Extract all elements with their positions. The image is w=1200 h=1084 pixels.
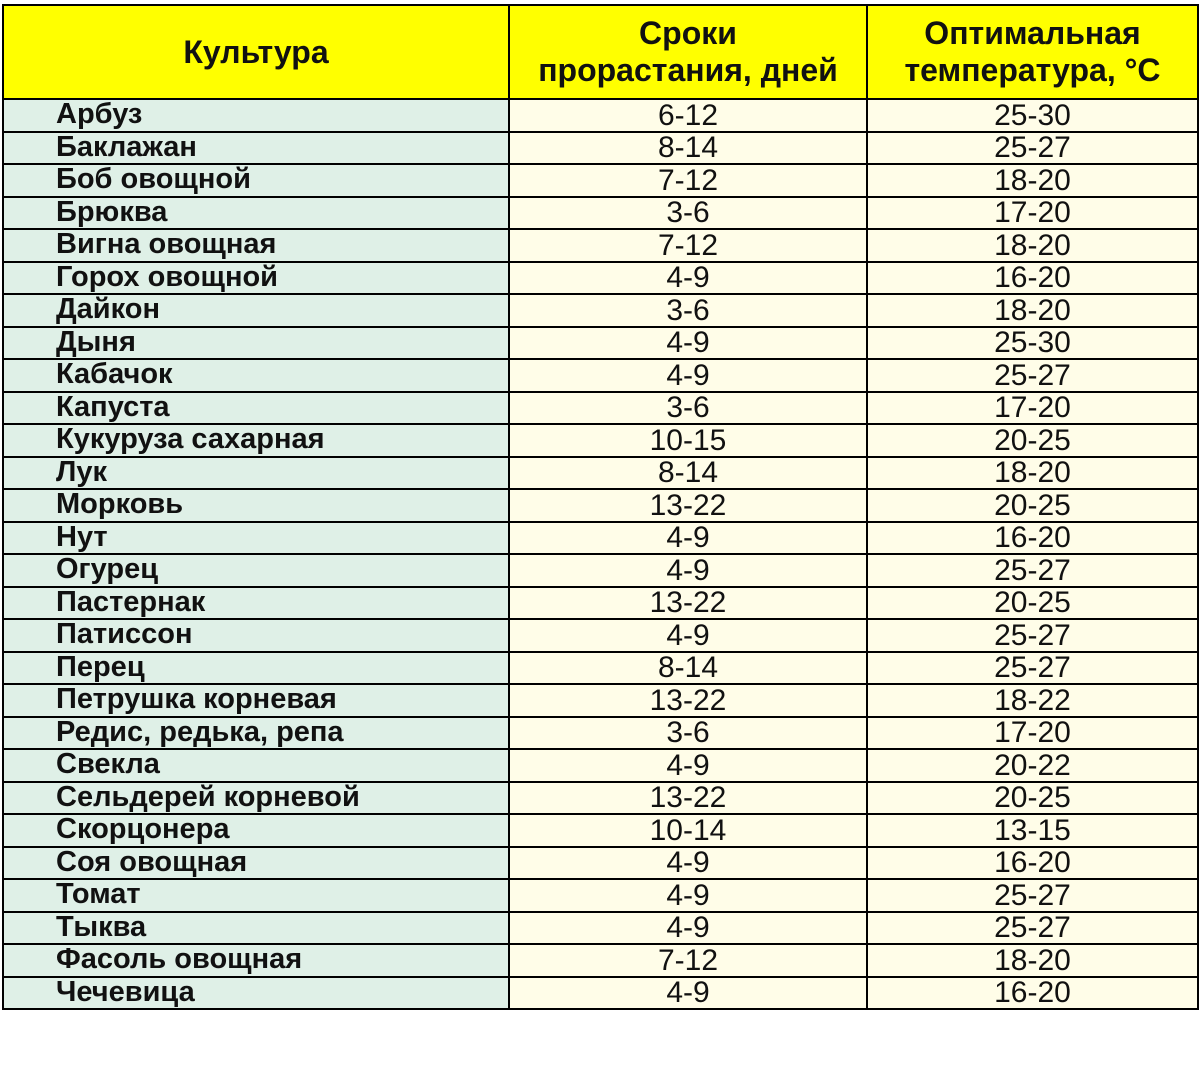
header-temp-line1: Оптимальная [924,15,1141,51]
table-row [3,587,1198,620]
table-body [3,99,1198,1009]
germination-days-cell: 4-9 [509,977,867,1010]
optimal-temperature-cell: 20-25 [867,424,1198,457]
germination-days-cell: 4-9 [509,619,867,652]
crop-name-cell: Пастернак [3,587,509,620]
header-days [509,5,867,99]
germination-days-cell: 4-9 [509,749,867,782]
germination-days-cell: 13-22 [509,587,867,620]
table-row [3,944,1198,977]
germination-days-cell: 7-12 [509,944,867,977]
optimal-temperature-cell: 25-27 [867,652,1198,685]
crop-name-cell: Баклажан [3,132,509,165]
optimal-temperature-cell: 25-27 [867,619,1198,652]
germination-days-cell: 8-14 [509,132,867,165]
crop-name-cell: Капуста [3,392,509,425]
table-row [3,814,1198,847]
germination-days-cell: 4-9 [509,522,867,555]
germination-days-cell: 13-22 [509,684,867,717]
table-row [3,879,1198,912]
crop-name-cell: Соя овощная [3,847,509,880]
optimal-temperature-cell: 18-22 [867,684,1198,717]
table-row [3,684,1198,717]
header-temp [867,5,1198,99]
germination-days-cell: 3-6 [509,392,867,425]
crop-name-cell: Скорцонера [3,814,509,847]
header-crop-label: Культура [183,33,329,70]
germination-days-cell: 4-9 [509,327,867,360]
crop-name-cell: Нут [3,522,509,555]
table-row [3,652,1198,685]
optimal-temperature-cell: 20-25 [867,587,1198,620]
optimal-temperature-cell: 25-30 [867,327,1198,360]
crop-name-cell: Дайкон [3,294,509,327]
crop-name-cell: Брюква [3,197,509,230]
germination-days-cell: 4-9 [509,912,867,945]
optimal-temperature-cell: 17-20 [867,197,1198,230]
germination-days-cell: 7-12 [509,229,867,262]
crop-name-cell: Морковь [3,489,509,522]
germination-days-cell: 6-12 [509,99,867,132]
optimal-temperature-cell: 25-27 [867,554,1198,587]
table-row [3,132,1198,165]
optimal-temperature-cell: 25-30 [867,99,1198,132]
germination-days-cell: 4-9 [509,359,867,392]
optimal-temperature-cell: 16-20 [867,262,1198,295]
header-crop [3,5,509,99]
table-row [3,782,1198,815]
table-row [3,717,1198,750]
table-row [3,522,1198,555]
crop-name-cell: Кабачок [3,359,509,392]
table-row [3,359,1198,392]
optimal-temperature-cell: 18-20 [867,229,1198,262]
table-row [3,99,1198,132]
crop-name-cell: Перец [3,652,509,685]
table-row [3,197,1198,230]
germination-days-cell: 4-9 [509,262,867,295]
optimal-temperature-cell: 25-27 [867,912,1198,945]
crop-name-cell: Томат [3,879,509,912]
optimal-temperature-cell: 18-20 [867,944,1198,977]
table-row [3,554,1198,587]
table-row [3,619,1198,652]
optimal-temperature-cell: 17-20 [867,717,1198,750]
crop-name-cell: Огурец [3,554,509,587]
table-row [3,164,1198,197]
table-row [3,294,1198,327]
germination-days-cell: 10-15 [509,424,867,457]
crop-name-cell: Петрушка корневая [3,684,509,717]
crop-name-cell: Кукуруза сахарная [3,424,509,457]
optimal-temperature-cell: 18-20 [867,457,1198,490]
optimal-temperature-cell: 18-20 [867,164,1198,197]
optimal-temperature-cell: 16-20 [867,847,1198,880]
table-row [3,457,1198,490]
optimal-temperature-cell: 17-20 [867,392,1198,425]
table-row [3,912,1198,945]
germination-days-cell: 4-9 [509,554,867,587]
crop-name-cell: Дыня [3,327,509,360]
germination-days-cell: 3-6 [509,294,867,327]
optimal-temperature-cell: 16-20 [867,977,1198,1010]
optimal-temperature-cell: 16-20 [867,522,1198,555]
germination-days-cell: 3-6 [509,717,867,750]
header-temp-line2: температура, °С [904,52,1161,88]
crop-name-cell: Чечевица [3,977,509,1010]
crop-name-cell: Свекла [3,749,509,782]
table-row [3,392,1198,425]
crop-name-cell: Горох овощной [3,262,509,295]
optimal-temperature-cell: 20-25 [867,782,1198,815]
germination-days-cell: 8-14 [509,652,867,685]
crop-name-cell: Тыква [3,912,509,945]
crop-name-cell: Патиссон [3,619,509,652]
table-row [3,489,1198,522]
optimal-temperature-cell: 20-25 [867,489,1198,522]
optimal-temperature-cell: 25-27 [867,359,1198,392]
crop-name-cell: Арбуз [3,99,509,132]
optimal-temperature-cell: 13-15 [867,814,1198,847]
germination-days-cell: 4-9 [509,879,867,912]
germination-table [2,4,1199,1010]
table-header-row [3,5,1198,99]
table-row [3,424,1198,457]
crop-name-cell: Редис, редька, репа [3,717,509,750]
table-row [3,977,1198,1010]
crop-name-cell: Вигна овощная [3,229,509,262]
table-row [3,262,1198,295]
table-row [3,327,1198,360]
table-row [3,229,1198,262]
crop-name-cell: Сельдерей корневой [3,782,509,815]
header-days-line2: прорастания, дней [538,52,838,88]
header-days-line1: Сроки [639,15,737,51]
crop-name-cell: Лук [3,457,509,490]
germination-days-cell: 13-22 [509,489,867,522]
germination-days-cell: 10-14 [509,814,867,847]
crop-name-cell: Боб овощной [3,164,509,197]
table-row [3,749,1198,782]
germination-days-cell: 13-22 [509,782,867,815]
optimal-temperature-cell: 18-20 [867,294,1198,327]
crop-name-cell: Фасоль овощная [3,944,509,977]
optimal-temperature-cell: 25-27 [867,879,1198,912]
germination-days-cell: 3-6 [509,197,867,230]
germination-days-cell: 7-12 [509,164,867,197]
optimal-temperature-cell: 25-27 [867,132,1198,165]
germination-days-cell: 8-14 [509,457,867,490]
germination-days-cell: 4-9 [509,847,867,880]
optimal-temperature-cell: 20-22 [867,749,1198,782]
table-row [3,847,1198,880]
